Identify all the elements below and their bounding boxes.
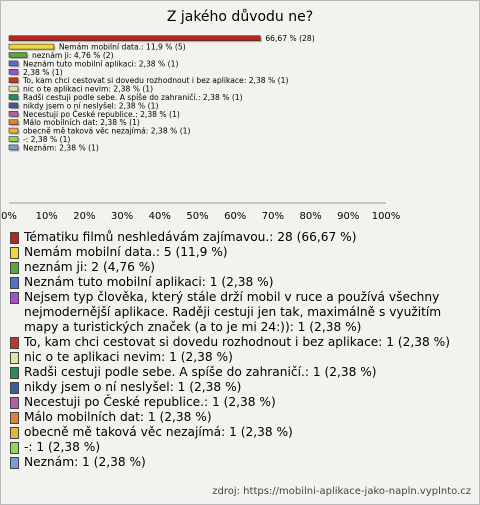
- x-tick-label: 90%: [337, 211, 360, 222]
- bar-label-1: 66,67 % (28): [265, 34, 315, 44]
- legend-item: [9, 350, 471, 365]
- legend-swatch: [10, 277, 19, 289]
- legend-swatch: [10, 292, 19, 304]
- legend-item: [9, 245, 471, 260]
- bar-7: [9, 86, 18, 91]
- legend-label: Neznám: 1 (2,38 %): [24, 455, 146, 469]
- legend-item: [9, 425, 471, 440]
- legend-label: Tématiku filmů neshledávám zajímavou.: 28 (66,67 %): [24, 230, 357, 244]
- legend-item: [9, 395, 471, 410]
- legend-label: Neznám tuto mobilní aplikaci: 1 (2,38 %): [24, 275, 274, 289]
- bar-1: [9, 36, 260, 41]
- legend-swatch: [10, 397, 19, 409]
- legend-swatch: [10, 412, 19, 424]
- legend-label: Necestuji po České republice.: 1 (2,38 %): [24, 395, 276, 409]
- legend-swatch: [10, 427, 19, 439]
- x-tick-label: 70%: [261, 211, 285, 222]
- bar-label-14: Neznám: 2,38 % (1): [22, 143, 99, 153]
- legend-item: [9, 380, 471, 395]
- bar-chart: [0, 0, 480, 228]
- bar-5: [9, 69, 18, 74]
- bar-label-10: Necestuji po České republice.: 2,38 % (1): [22, 109, 180, 119]
- bar-label-9: nikdy jsem o ní neslyšel: 2,38 % (1): [22, 101, 159, 111]
- legend-label: -: 1 (2,38 %): [24, 440, 101, 454]
- bar-label-13: -: 2,38 % (1): [22, 135, 71, 144]
- bar-label-2: Nemám mobilní data.: 11,9 % (5): [58, 42, 186, 52]
- legend-swatch: [10, 457, 19, 469]
- bar-label-4: Neznám tuto mobilní aplikaci: 2,38 % (1): [22, 59, 179, 69]
- legend-label: obecně mě taková věc nezajímá: 1 (2,38 %): [24, 425, 293, 439]
- bar-label-6: To, kam chci cestovat si dovedu rozhodnout i bez aplikace: 2,38 % (1): [22, 76, 289, 86]
- x-tick-label: 60%: [224, 211, 247, 222]
- legend-label: Nemám mobilní data.: 5 (11,9 %): [24, 245, 228, 259]
- chart-title: Z jakého důvodu ne?: [166, 9, 314, 25]
- x-tick-label: 30%: [110, 211, 134, 222]
- bar-2: [9, 44, 54, 49]
- legend-item: [9, 260, 471, 275]
- legend-swatch: [10, 442, 19, 454]
- bar-label-12: obecně mě taková věc nezajímá: 2,38 % (1): [22, 126, 191, 136]
- bar-label-11: Málo mobilních dat: 2,38 % (1): [22, 118, 140, 128]
- bar-label-7: nic o te aplikaci nevim: 2,38 % (1): [22, 84, 154, 94]
- legend-label: Málo mobilních dat: 1 (2,38 %): [24, 410, 212, 424]
- legend-label: nikdy jsem o ní neslyšel: 1 (2,38 %): [24, 380, 242, 394]
- bar-3: [9, 53, 27, 58]
- bar-label-3: neznám ji: 4,76 % (2): [31, 51, 114, 60]
- x-tick-label: 100%: [371, 211, 401, 222]
- x-tick-label: 80%: [299, 211, 322, 222]
- bar-6: [9, 78, 18, 83]
- bar-11: [9, 120, 18, 125]
- legend-swatch: [10, 337, 19, 349]
- legend-label: To, kam chci cestovat si dovedu rozhodnout i bez aplikace: 1 (2,38 %): [24, 335, 451, 349]
- legend-swatch: [10, 262, 19, 274]
- legend-item: [9, 230, 471, 245]
- legend-item: [9, 335, 471, 350]
- legend-swatch: [10, 382, 19, 394]
- source-link[interactable]: zdroj: https://mobilni-aplikace-jako-napln.vyplnto.cz: [212, 486, 471, 497]
- legend-label: Radši cestuji podle sebe. A spíše do zahraničí.: 1 (2,38 %): [24, 365, 377, 379]
- legend-item: [9, 410, 471, 425]
- x-tick-label: 40%: [148, 211, 171, 222]
- bar-label-8: Radši cestuji podle sebe. A spíše do zahraničí.: 2,38 % (1): [22, 93, 243, 102]
- bar-4: [9, 61, 18, 66]
- x-tick-label: 20%: [73, 211, 96, 222]
- bar-14: [9, 145, 18, 150]
- bar-label-5: 2,38 % (1): [22, 67, 63, 77]
- legend-label: Nejsem typ člověka, který stále drží mobil v ruce a používá všechny nejmodernější aplikace. Raději cestuji jen tak, maximálně s využitím mapy a turistických značek (a to je mi 24:)): 1 (2,38 %): [24, 290, 442, 334]
- legend-item: [9, 275, 471, 290]
- x-tick-label: 50%: [186, 211, 209, 222]
- bar-13: [9, 137, 18, 142]
- legend-swatch: [10, 247, 19, 259]
- bar-12: [9, 128, 18, 133]
- legend-label: neznám ji: 2 (4,76 %): [24, 260, 156, 274]
- legend-label: nic o te aplikaci nevim: 1 (2,38 %): [24, 350, 233, 364]
- legend-swatch: [10, 232, 19, 244]
- bar-8: [9, 95, 18, 100]
- bar-10: [9, 111, 18, 116]
- legend-swatch: [10, 352, 19, 364]
- legend-swatch: [10, 367, 19, 379]
- bar-9: [9, 103, 18, 108]
- legend-item: [9, 290, 471, 335]
- legend-item: [9, 440, 471, 455]
- chart-legend: [9, 230, 471, 470]
- legend-item: [9, 365, 471, 380]
- x-tick-label: 10%: [35, 211, 58, 222]
- x-tick-label: 0%: [1, 211, 17, 222]
- legend-item: [9, 455, 471, 470]
